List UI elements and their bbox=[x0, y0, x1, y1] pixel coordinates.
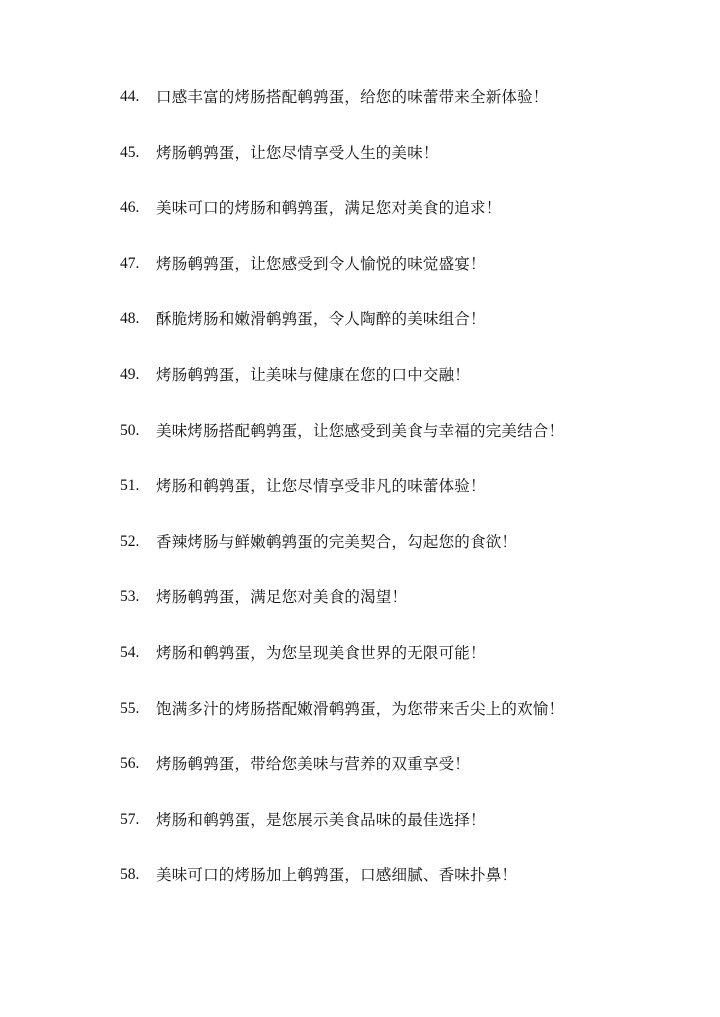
item-text: 烤肠鹌鹑蛋，让美味与健康在您的口中交融！ bbox=[156, 365, 471, 384]
item-number: 49. bbox=[120, 365, 140, 383]
item-text: 酥脆烤肠和嫩滑鹌鹑蛋，令人陶醉的美味组合！ bbox=[156, 310, 486, 329]
item-number: 51. bbox=[120, 477, 140, 495]
list-item bbox=[120, 864, 640, 920]
item-number: 50. bbox=[120, 421, 140, 439]
item-text: 美味可口的烤肠和鹌鹑蛋，满足您对美食的追求！ bbox=[156, 199, 502, 218]
list-item bbox=[120, 586, 640, 642]
item-number: 58. bbox=[120, 866, 140, 884]
slogan-list bbox=[120, 86, 640, 920]
item-number: 44. bbox=[120, 88, 140, 105]
item-text: 烤肠鹌鹑蛋，带给您美味与营养的双重享受！ bbox=[156, 755, 471, 774]
list-item bbox=[120, 142, 640, 198]
item-text: 烤肠鹌鹑蛋，让您感受到令人愉悦的味觉盛宴！ bbox=[156, 254, 486, 273]
list-item bbox=[120, 753, 640, 809]
item-text: 香辣烤肠与鲜嫩鹌鹑蛋的完美契合，勾起您的食欲！ bbox=[156, 532, 518, 551]
list-item bbox=[120, 364, 640, 420]
item-number: 55. bbox=[120, 699, 140, 717]
item-number: 57. bbox=[120, 810, 140, 828]
item-number: 53. bbox=[120, 588, 140, 606]
item-text: 饱满多汁的烤肠搭配嫩滑鹌鹑蛋，为您带来舌尖上的欢愉！ bbox=[156, 699, 565, 718]
item-text: 烤肠和鹌鹑蛋，为您呈现美食世界的无限可能！ bbox=[156, 643, 486, 662]
item-number: 47. bbox=[120, 254, 140, 272]
list-item bbox=[120, 809, 640, 865]
item-number: 46. bbox=[120, 199, 140, 217]
list-item bbox=[120, 475, 640, 531]
item-text: 美味烤肠搭配鹌鹑蛋，让您感受到美食与幸福的完美结合！ bbox=[156, 421, 565, 440]
item-text: 烤肠和鹌鹑蛋，是您展示美食品味的最佳选择！ bbox=[156, 810, 486, 829]
list-item bbox=[120, 253, 640, 309]
list-item bbox=[120, 86, 640, 142]
list-item bbox=[120, 197, 640, 253]
item-text: 口感丰富的烤肠搭配鹌鹑蛋，给您的味蕾带来全新体验！ bbox=[156, 88, 549, 106]
list-item bbox=[120, 308, 640, 364]
item-text: 烤肠鹌鹑蛋，满足您对美食的渴望！ bbox=[156, 588, 408, 607]
item-text: 烤肠和鹌鹑蛋，让您尽情享受非凡的味蕾体验！ bbox=[156, 477, 486, 496]
item-number: 54. bbox=[120, 643, 140, 661]
item-text: 美味可口的烤肠加上鹌鹑蛋，口感细腻、香味扑鼻！ bbox=[156, 866, 518, 885]
item-number: 56. bbox=[120, 755, 140, 773]
item-number: 48. bbox=[120, 310, 140, 328]
item-text: 烤肠鹌鹑蛋，让您尽情享受人生的美味！ bbox=[156, 143, 439, 162]
list-item bbox=[120, 698, 640, 754]
list-item bbox=[120, 642, 640, 698]
list-item bbox=[120, 531, 640, 587]
list-item bbox=[120, 420, 640, 476]
item-number: 52. bbox=[120, 532, 140, 550]
item-number: 45. bbox=[120, 143, 140, 161]
